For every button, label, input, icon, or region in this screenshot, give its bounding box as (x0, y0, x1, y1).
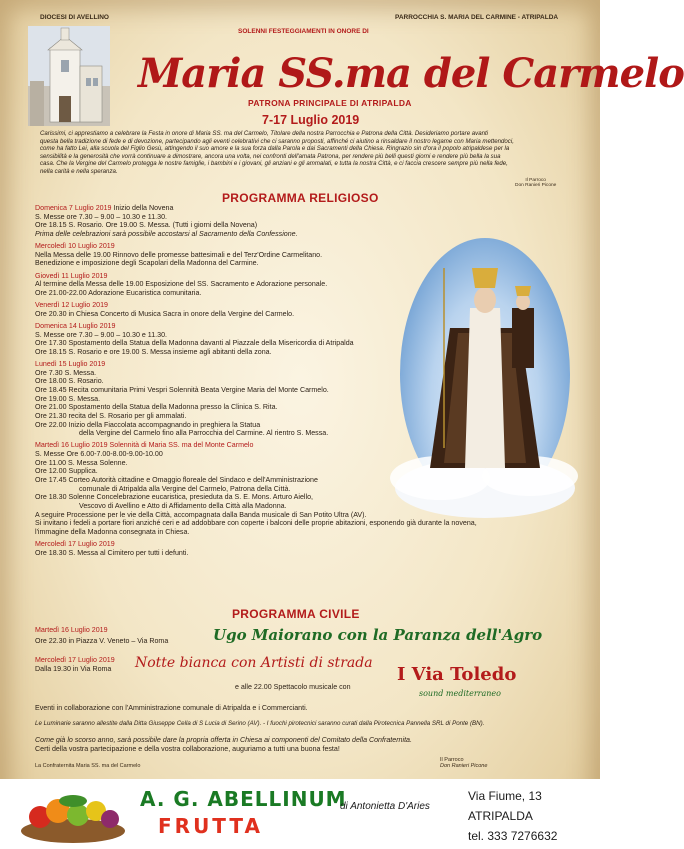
program-line: Ore 20.30 in Chiesa Concerto di Musica Sacra in onore della Vergine del Carmelo. (35, 309, 295, 318)
program-line: Ore 17.30 Spostamento della Statua della Madonna davanti al Piazzale della Misericordia di Atripalda (35, 339, 354, 348)
program-line: Ore 18.15 S. Rosario. Ore 19.00 S. Messa. (Tutti i giorni della Novena) (35, 221, 258, 230)
program-line: Vescovo di Avellino e Atto di Affidamento della Città alla Madonna. (79, 502, 287, 510)
program-day (35, 204, 595, 239)
religious-heading: PROGRAMMA RELIGIOSO (222, 191, 379, 205)
program-line: Ore 19.00 S. Messa. (35, 394, 101, 403)
footer-signature (440, 757, 487, 769)
day-date: Mercoledì 10 Luglio 2019 (35, 242, 115, 251)
madonna-image (400, 238, 570, 510)
civil-date: Martedì 16 Luglio 2019 (35, 626, 108, 634)
program-line: comunale di Atripalda alla Vergine del Carmelo, Patrona della Città. (79, 484, 291, 493)
civil-date: Mercoledì 17 Luglio 2019 (35, 655, 115, 664)
intro-line: sensibilità e la generosità che vorrà continuare a dimostrare, ancora una volta, nei confronti dell'amata Patrona, per rendere più belli questi giorni e rendere più bella la sua (40, 152, 501, 160)
church-photo (28, 26, 110, 126)
page-subtitle: PATRONA PRINCIPALE DI ATRIPALDA (248, 98, 412, 108)
program-day-date (35, 204, 595, 213)
page-title: Maria SS.ma del Carmelo (138, 50, 684, 97)
program-line: Prima delle celebrazioni sarà possibile accostarsi al Sacramento della Confessione. (35, 229, 298, 238)
program-line: Ore 18.45 Recita comunitaria Primi Vespri Solennità Beata Vergine Maria del Monte Carmelo. (35, 385, 329, 394)
day-date: Mercoledì 17 Luglio 2019 (35, 540, 115, 549)
diocese-label: DIOCESI DI AVELLINO (40, 14, 109, 21)
civil-event-text: Dalla 19.30 in Via Roma (35, 665, 112, 674)
program-line: S. Messe ore 7.30 – 9.00 – 10.30 e 11.30. (35, 330, 167, 339)
band-name: I Via Toledo (397, 664, 517, 686)
program-line: l'immagine della Madonna consegnata in Chiesa. (35, 527, 190, 536)
day-date: Lunedì 15 Luglio 2019 (35, 360, 106, 368)
day-title: Inizio della Novena (111, 204, 174, 212)
civil-collab: Eventi in collaborazione con l'Amministrazione comunale di Atripalda e i Commercianti. (35, 704, 308, 713)
festival-label: SOLENNI FESTEGGIAMENTI IN ONORE DI (238, 28, 369, 35)
program-line: Ore 21.30 recita del S. Rosario per gli ammalati. (35, 411, 187, 420)
program-line: della Vergine del Carmelo fino alla Parrocchia del Carmine. Al rientro S. Messa. (79, 429, 329, 438)
civil-offer-1: Come già lo scorso anno, sarà possibile dare la propria offerta in Chiesa ai componenti del Comitato della Confraternita. (35, 736, 412, 745)
civil-event-artist: Ugo Maiorano con la Paranza dell'Agro (213, 625, 543, 644)
program-line: Ore 11.00 S. Messa Solenne. (35, 458, 128, 467)
program-line: Nella Messa delle 19.00 Rinnovo delle promesse battesimali e del Terz'Ordine Carmelitano. (35, 250, 323, 259)
intro-signature (515, 178, 556, 188)
sponsor-name: A. G. ABELLINUM (140, 787, 347, 811)
program-line: Ore 18.30 Solenne Concelebrazione eucaristica, presieduta da S. E. Mons. Arturo Aiello, (35, 493, 313, 502)
program-line: Al termine della Messa delle 19.00 Esposizione del SS. Sacramento e Adorazione personale. (35, 280, 328, 289)
program-line: Ore 18.00 S. Rosario. (35, 377, 104, 386)
day-date: Giovedì 11 Luglio 2019 (35, 271, 108, 280)
sponsor-phone: tel. 333 7276632 (468, 829, 558, 843)
confraternity-label: La Confraternita Maria SS. ma del Carmelo (35, 763, 141, 769)
civil-lights: Le Luminarie saranno allestite dalla Ditta Giuseppe Cella di S Lucia di Serino (AV). - I fuochi pirotecnici saranno curati dalla Pirotecnica Pannella SRL di Ponte (BN). (35, 719, 485, 727)
program-line: Benedizione e imposizione degli Scapolari della Madonna del Carmine. (35, 259, 259, 268)
parish-label: PARROCCHIA S. MARIA DEL CARMINE - ATRIPALDA (395, 14, 559, 21)
program-line: Ore 18.15 S. Rosario e ore 19.00 S. Messa insieme agli abitanti della zona. (35, 347, 272, 356)
program-line: S. Messe ore 7.30 – 9.00 – 10.30 e 11.30. (35, 212, 167, 221)
intro-letter (40, 130, 570, 176)
intro-line: Carissimi, ci apprestiamo a celebrare la Festa in onore di Maria SS. ma del Carmelo, Titolare della nostra Parrocchia e Patrona della Città. Desideriamo portare avanti (40, 130, 489, 137)
program-line: S. Messe Ore 6.00-7.00-8.00-9.00-10.00 (35, 450, 163, 459)
signature-name: Don Ranieri Picone (440, 763, 488, 769)
signature-role: Il Parroco (440, 757, 464, 763)
program-line: Ore 22.00 Inizio della Fiaccolata accompagnando in preghiera la Statua (35, 420, 261, 429)
program-line: Ore 18.30 S. Messa al Cimitero per tutti i defunti. (35, 548, 189, 557)
sponsor-frutta: FRUTTA (158, 814, 263, 838)
day-date: Domenica 14 Luglio 2019 (35, 321, 116, 330)
program-line: A seguire Processione per le vie della Città, accompagnata dalla Banda musicale di San Potito Ultra (AV). (35, 510, 367, 519)
day-date: Venerdì 12 Luglio 2019 (35, 301, 108, 310)
sponsor-owner: di Antonietta D'Aries (340, 801, 430, 812)
festival-dates: 7-17 Luglio 2019 (262, 113, 360, 127)
sponsor-street: Via Fiume, 13 (468, 789, 542, 803)
program-day (35, 540, 595, 557)
civil-program (35, 626, 595, 754)
madonna-figure (400, 238, 570, 510)
sponsor-city: ATRIPALDA (468, 809, 533, 823)
day-date: Domenica 7 Luglio 2019 (35, 204, 112, 212)
program-line: Si invitano i fedeli a portare fiori anziché ceri e ad addobbare con coperte i balconi delle proprie abitazioni, esponendo già durante la novena, (35, 519, 477, 528)
band-subtitle: sound mediterraneo (419, 689, 501, 699)
civil-event-extra: e alle 22.00 Spettacolo musicale con (235, 683, 351, 692)
program-line: Ore 21.00-22.00 Adorazione Eucaristica comunitaria. (35, 288, 202, 297)
program-line: Ore 12.00 Supplica. (35, 467, 98, 476)
signature-role: Il Parroco (525, 178, 546, 183)
program-line: Ore 21.00 Spostamento della Statua della Madonna presso la Clinica S. Rita. (35, 403, 278, 412)
civil-event-artist: Notte bianca con Artisti di strada (135, 655, 373, 672)
signature-name: Don Ranieri Picone (515, 183, 557, 188)
civil-heading: PROGRAMMA CIVILE (232, 607, 360, 621)
program-spacer (35, 557, 595, 561)
sponsor-banner (0, 779, 600, 849)
program-day-date (35, 540, 595, 549)
program-line: Ore 7.30 S. Messa. (35, 368, 97, 377)
intro-line: come ha fatto Lei, alla scuola del Figlio Gesù, attingendo il suo amore e la sua forza dalla Parola e dai Sacramenti della Chiesa. Ringrazio sin d'ora il popolo atripaldese per la (40, 145, 510, 153)
program-line: Ore 17.45 Corteo Autorità cittadine e Omaggio floreale del Sindaco e dell'Amministrazione (35, 476, 318, 485)
civil-event-text: Ore 22.30 in Piazza V. Veneto – Via Roma (35, 636, 169, 645)
intro-line: casa. Che la Vergine del Carmelo protegga le nostre famiglie, i bambini e i giovani, gli anziani e gli ammalati, e tutta la nostra Città, e ci faccia crescere sempre più nella fede, (40, 160, 508, 168)
day-date: Martedì 16 Luglio 2019 Solennità di Maria SS. ma del Monte Carmelo (35, 441, 254, 450)
intro-line: nella carità e nella speranza. (40, 167, 118, 175)
intro-line: questa bella tradizione di fede e di devozione, partecipando agli eventi celebrativi che ci saranno proposti, affinché ci aiutino a rinsaldare il nostro legame con Maria mettendoci, (40, 137, 514, 145)
fruit-basket-icon (18, 791, 128, 843)
civil-offer-2: Certi della vostra partecipazione e della vostra collaborazione, auguriamo a tutti una buona festa! (35, 745, 340, 754)
